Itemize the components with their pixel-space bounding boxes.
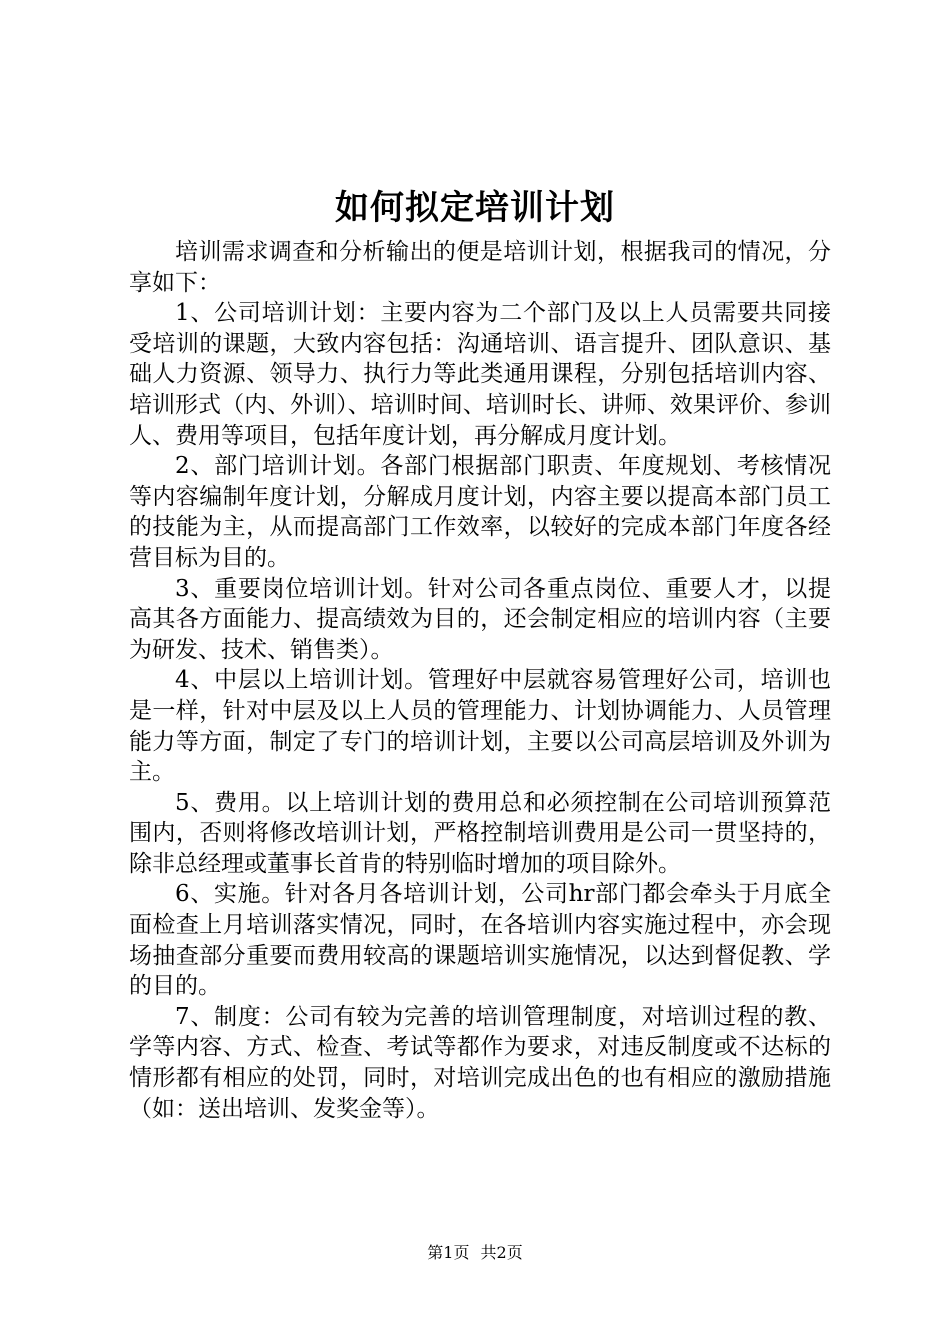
page-total: 共2页 (480, 1243, 523, 1262)
paragraph-company-plan: 1、公司培训计划：主要内容为二个部门及以上人员需要共同接受培训的课题，大致内容包括：沟通培训、语言提升、团队意识、基础人力资源、领导力、执行力等此类通用课程，分别包括培训内容、培训形式（内、外训）、培训时间、培训时长、讲师、效果评价、参训人、费用等项目，包括年度计划，再分解成月度计划。 (129, 300, 831, 449)
document-body (129, 237, 831, 1124)
page-footer (0, 1243, 950, 1263)
paragraph-key-position-plan: 3、重要岗位培训计划。针对公司各重点岗位、重要人才，以提高其各方面能力、提高绩效为目的，还会制定相应的培训内容（主要为研发、技术、销售类）。 (129, 575, 831, 663)
document-title: 如何拟定培训计划 (335, 188, 615, 228)
paragraph-cost: 5、费用。以上培训计划的费用总和必须控制在公司培训预算范围内，否则将修改培训计划，严格控制培训费用是公司一贯坚持的，除非总经理或董事长首肯的特别临时增加的项目除外。 (129, 789, 831, 877)
paragraph-implementation: 6、实施。针对各月各培训计划，公司hr部门都会牵头于月底全面检查上月培训落实情况，同时，在各培训内容实施过程中，亦会现场抽查部分重要而费用较高的课题培训实施情况，以达到督促教、学的目的。 (129, 881, 831, 1000)
page-number: 第1页 (427, 1243, 470, 1262)
paragraph-middle-management-plan: 4、中层以上培训计划。管理好中层就容易管理好公司，培训也是一样，针对中层及以上人员的管理能力、计划协调能力、人员管理能力等方面，制定了专门的培训计划，主要以公司高层培训及外训为主。 (129, 667, 831, 786)
paragraph-intro: 培训需求调查和分析输出的便是培训计划，根据我司的情况，分享如下： (129, 239, 831, 296)
paragraph-department-plan: 2、部门培训计划。各部门根据部门职责、年度规划、考核情况等内容编制年度计划，分解成月度计划，内容主要以提高本部门员工的技能为主，从而提高部门工作效率，以较好的完成本部门年度各经营目标为目的。 (129, 453, 831, 571)
paragraph-system: 7、制度：公司有较为完善的培训管理制度，对培训过程的教、学等内容、方式、检查、考试等都作为要求，对违反制度或不达标的情形都有相应的处罚，同时，对培训完成出色的也有相应的激励措施（如：送出培训、发奖金等）。 (129, 1003, 831, 1122)
